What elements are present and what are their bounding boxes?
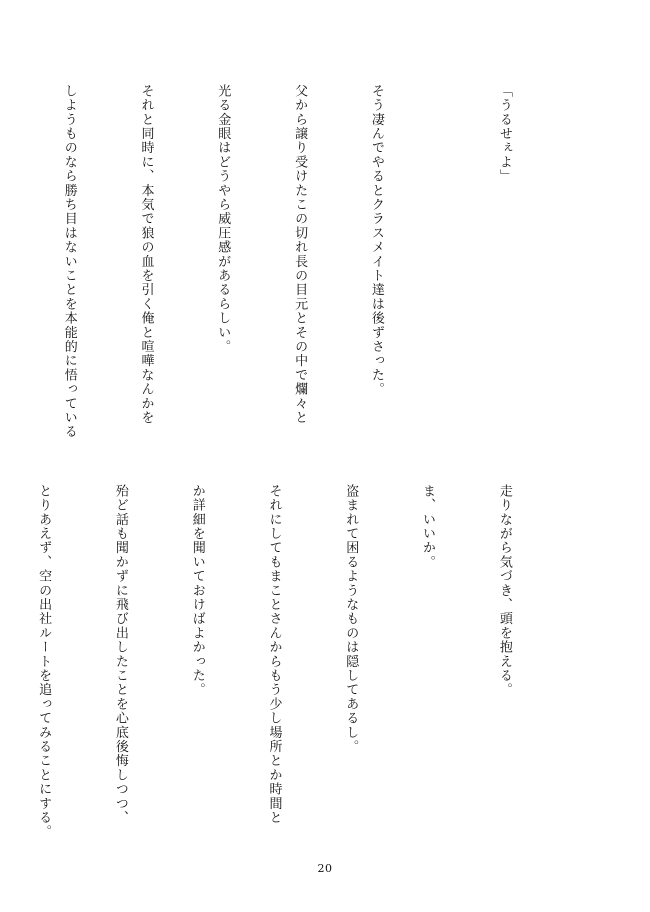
text-line: 父から譲り受けたこの切れ長の目元とその中で爛々と: [292, 84, 308, 425]
lower-text-band: [36, 484, 568, 850]
text-line: ま、いいか。: [420, 484, 436, 570]
upper-text-band: [61, 84, 568, 452]
text-line: しようものなら勝ち目はないことを本能的に悟っている: [61, 84, 77, 439]
text-line: それにしてもまことさんからもう少し場所とか時間と: [266, 484, 282, 825]
text-line: 盗まれて困るようなものは隠してあるし。: [343, 484, 359, 754]
text-line: 光る金眼はどうやら威圧感があるらしい。: [215, 84, 231, 354]
text-line: か詳細を聞いておけばよかった。: [189, 484, 205, 697]
page-number: 20: [317, 862, 333, 875]
text-line: とりあえず、空の出社ルートを追ってみることにする。: [36, 484, 52, 839]
text-line: それと同時に、本気で狼の血を引く俺と喧嘩なんかを: [138, 84, 154, 425]
text-line: そう凄んでやるとクラスメイト達は後ずさった。: [368, 84, 384, 397]
text-line: 走りながら気づき、頭を抱える。: [496, 484, 512, 697]
text-line: 「うるせぇよ」: [496, 84, 512, 184]
text-line: [0, 84, 5, 452]
text-line: 殆ど話も聞かずに飛び出したことを心底後悔しつつ、: [112, 484, 128, 825]
